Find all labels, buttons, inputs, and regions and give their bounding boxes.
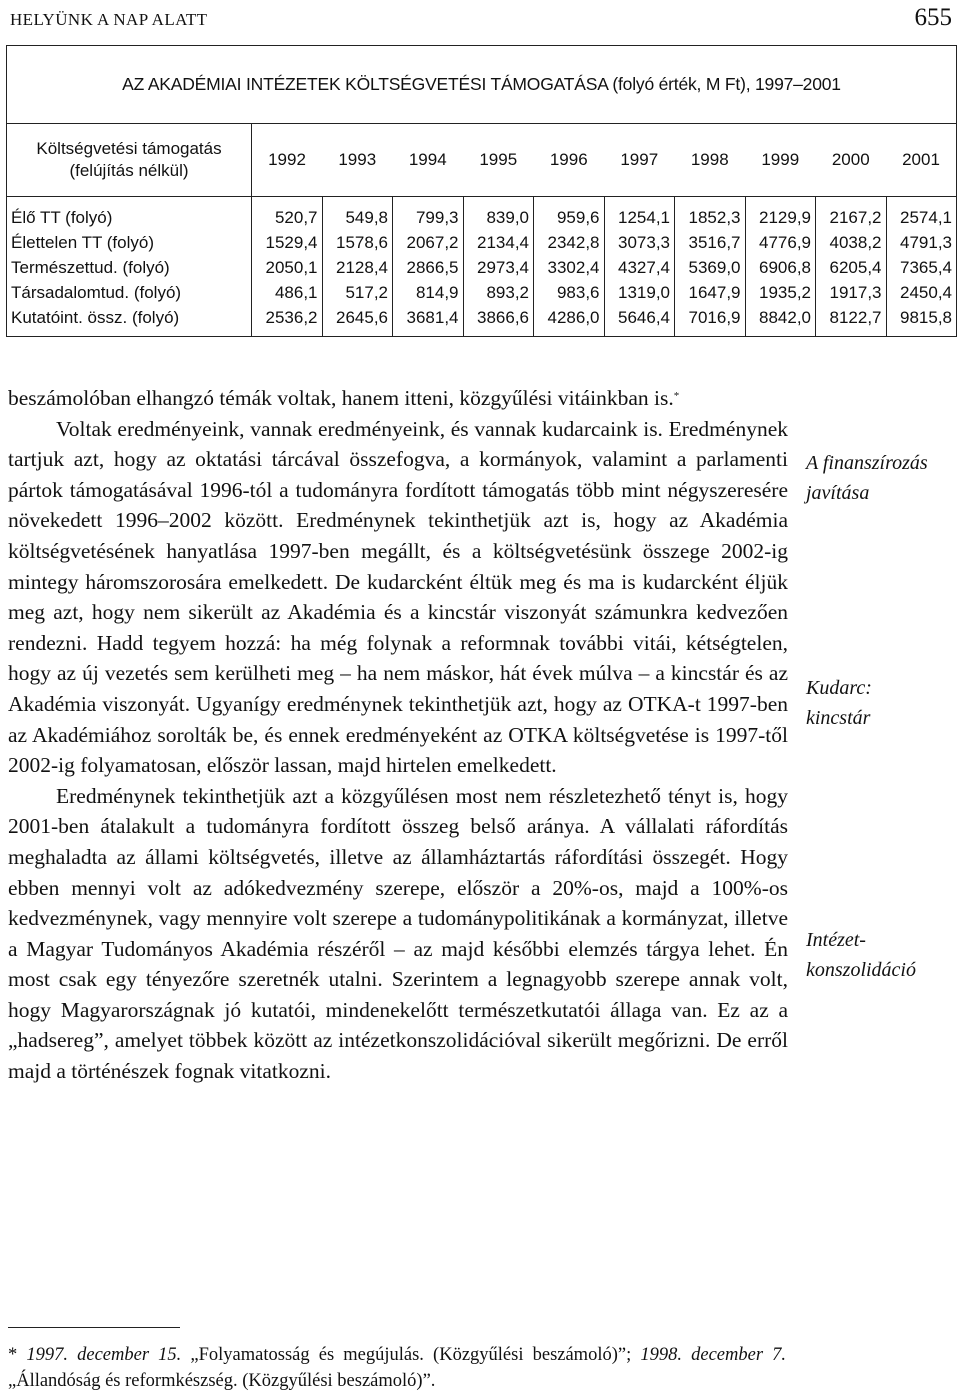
table-cell: 9815,8 xyxy=(886,305,957,337)
table-cell: 7365,4 xyxy=(886,255,957,280)
year-header: 1992 xyxy=(252,124,323,197)
table-cell: 1254,1 xyxy=(604,197,675,231)
paragraph xyxy=(8,383,788,414)
table-cell: 959,6 xyxy=(534,197,605,231)
table-cell: 839,0 xyxy=(463,197,534,231)
margin-note-line: konszolidáció xyxy=(806,959,916,981)
table-cell: 893,2 xyxy=(463,280,534,305)
table-cell: 3681,4 xyxy=(393,305,464,337)
row-label: Kutatóint. össz. (folyó) xyxy=(7,305,252,337)
table-cell: 7016,9 xyxy=(675,305,746,337)
margin-note xyxy=(806,925,958,985)
year-header: 1994 xyxy=(393,124,464,197)
row-label: Társadalomtud. (folyó) xyxy=(7,280,252,305)
table-cell: 2129,9 xyxy=(745,197,816,231)
footnote-date: 1998. december 7. xyxy=(640,1345,787,1365)
table-cell: 3302,4 xyxy=(534,255,605,280)
table-cell: 2128,4 xyxy=(322,255,393,280)
table-row xyxy=(7,305,957,337)
paragraph: Eredménynek tekinthetjük azt a közgyűlésen most nem részletezhető tényt is, hogy 2001-ben átalakult a tudományra fordított összeg belső aránya. A vállalati ráfordítás meghaladta az állami költségvetés, illetve az államháztartás ráfordítási összegét. Hogy ebben mennyi volt az adókedvezmény szerepe, először a 20%-os, majd a 100%-os kedvezménynek, vagy mennyire volt szerepe a tudománypolitikának a kormányzat, illetve a Magyar Tudományos Akadémia részéről – az majd későbbi elemzés tárgya lehet. Én most csak egy tényezőre szeretnék utalni. Szerintem a legnagyobb szerepe annak volt, hogy Magyarországnak jó kutatói, mindenekelőtt természetkutatói állaga van. Ez az a „hadsereg”, amelyet többek között az intézetkonszolidációval sikerült megőrizni. De erről majd a történészek fognak vitatkozni. xyxy=(8,783,788,1084)
year-header: 1998 xyxy=(675,124,746,197)
table-caption: AZ AKADÉMIAI INTÉZETEK KÖLTSÉGVETÉSI TÁMOGATÁSA (folyó érték, M Ft), 1997–2001 xyxy=(7,46,957,124)
table-cell: 2574,1 xyxy=(886,197,957,231)
footnote-text: „Állandóság és reformkészség. (Közgyűlési beszámoló)”. xyxy=(8,1371,436,1391)
table-cell: 4327,4 xyxy=(604,255,675,280)
table-cell: 6906,8 xyxy=(745,255,816,280)
running-head xyxy=(10,6,952,36)
budget-table xyxy=(6,45,957,337)
table-cell: 3866,6 xyxy=(463,305,534,337)
table-cell: 1935,2 xyxy=(745,280,816,305)
row-label: Természettud. (folyó) xyxy=(7,255,252,280)
table-header-row xyxy=(7,124,957,197)
table-cell: 8842,0 xyxy=(745,305,816,337)
table-cell: 2167,2 xyxy=(816,197,887,231)
table-cell: 4776,9 xyxy=(745,230,816,255)
page-number: 655 xyxy=(914,4,952,31)
header-label-line1: Költségvetési támogatás xyxy=(36,139,222,158)
margin-note-line: kincstár xyxy=(806,707,871,729)
margin-note-line: A finanszírozás xyxy=(806,452,928,474)
row-label: Élettelen TT (folyó) xyxy=(7,230,252,255)
footnote-rule xyxy=(8,1327,180,1328)
table-cell: 2342,8 xyxy=(534,230,605,255)
table-cell: 4286,0 xyxy=(534,305,605,337)
table-cell: 3516,7 xyxy=(675,230,746,255)
table-cell: 2645,6 xyxy=(322,305,393,337)
table-row xyxy=(7,197,957,231)
table-cell: 2134,4 xyxy=(463,230,534,255)
margin-note xyxy=(806,673,958,733)
table-cell: 520,7 xyxy=(252,197,323,231)
header-label xyxy=(7,124,252,197)
table-cell: 1578,6 xyxy=(322,230,393,255)
table-cell: 1852,3 xyxy=(675,197,746,231)
table-cell: 1529,4 xyxy=(252,230,323,255)
row-label: Élő TT (folyó) xyxy=(7,197,252,231)
table-cell: 1917,3 xyxy=(816,280,887,305)
table-row xyxy=(7,230,957,255)
table-cell: 814,9 xyxy=(393,280,464,305)
body-text xyxy=(8,383,788,1087)
table-cell: 2866,5 xyxy=(393,255,464,280)
footnote-text: „Folyamatosság és megújulás. (Közgyűlési beszámoló)”; xyxy=(190,1345,632,1365)
table-cell: 1319,0 xyxy=(604,280,675,305)
table-cell: 5646,4 xyxy=(604,305,675,337)
table-cell: 486,1 xyxy=(252,280,323,305)
footnote-mark: * xyxy=(673,390,680,402)
table-cell: 2973,4 xyxy=(463,255,534,280)
table-cell: 6205,4 xyxy=(816,255,887,280)
table-cell: 517,2 xyxy=(322,280,393,305)
header-label-line2: (felújítás nélkül) xyxy=(69,161,189,180)
table-cell: 983,6 xyxy=(534,280,605,305)
table-cell: 1647,9 xyxy=(675,280,746,305)
table-cell: 5369,0 xyxy=(675,255,746,280)
margin-note-line: javítása xyxy=(806,482,870,504)
year-header: 1997 xyxy=(604,124,675,197)
table-row xyxy=(7,255,957,280)
table-cell: 799,3 xyxy=(393,197,464,231)
table-cell: 4791,3 xyxy=(886,230,957,255)
year-header: 2000 xyxy=(816,124,887,197)
footnote xyxy=(8,1342,786,1394)
table-cell: 2067,2 xyxy=(393,230,464,255)
year-header: 2001 xyxy=(886,124,957,197)
year-header: 1993 xyxy=(322,124,393,197)
margin-note-line: Kudarc: xyxy=(806,677,872,699)
table-cell: 2536,2 xyxy=(252,305,323,337)
table-cell: 8122,7 xyxy=(816,305,887,337)
year-header: 1995 xyxy=(463,124,534,197)
table-cell: 2050,1 xyxy=(252,255,323,280)
table-cell: 2450,4 xyxy=(886,280,957,305)
paragraph-text: beszámolóban elhangzó témák voltak, hanem itteni, közgyűlési vitáinkban is. xyxy=(8,386,674,410)
year-header: 1999 xyxy=(745,124,816,197)
footnote-date: 1997. december 15. xyxy=(26,1345,182,1365)
paragraph: Voltak eredményeink, vannak eredményeink, és vannak kudarcaink is. Eredménynek tartjuk azt, hogy az oktatási tárcával összefogva, a kormányok, valamint a parlamenti pártok támogatásával 1996-tól a tudományra fordított támogatás több mint négyszeresére növekedett 1996–2002 között. Eredménynek tekinthetjük azt is, hogy az Akadémia költségvetésének hanyatlása 1997-ben megállt, és a költségvetésünk összege 2002-ig mintegy háromszorosára emelkedett. De kudarcként éltük meg és ma is kudarcként éljük meg azt, hogy nem sikerült az Akadémia és a kincstár viszonyát számunkra kedvezően rendezni. Hadd tegyem hozzá: ha még folynak a reformnak további vitái, kétségtelen, hogy az új vezetés sem kerülheti meg – ha nem máskor, hát évek múlva – a kincstár és az Akadémia viszonyát. Ugyanígy eredménynek tekinthetjük azt, hogy az OTKA-t 1997-ben az Akadémiához sorolták be, és ennek eredményeként az OTKA költségvetése is 1997-től 2002-ig folyamatosan, először lassan, majd hirtelen emelkedett. xyxy=(8,416,788,778)
margin-note-line: Intézet- xyxy=(806,929,866,951)
footnote-mark: * xyxy=(8,1345,18,1365)
table-cell: 549,8 xyxy=(322,197,393,231)
table-cell: 3073,3 xyxy=(604,230,675,255)
table-cell: 4038,2 xyxy=(816,230,887,255)
year-header: 1996 xyxy=(534,124,605,197)
margin-note xyxy=(806,448,958,508)
table-row xyxy=(7,280,957,305)
running-head-title: HELYÜNK A NAP ALATT xyxy=(10,10,208,29)
